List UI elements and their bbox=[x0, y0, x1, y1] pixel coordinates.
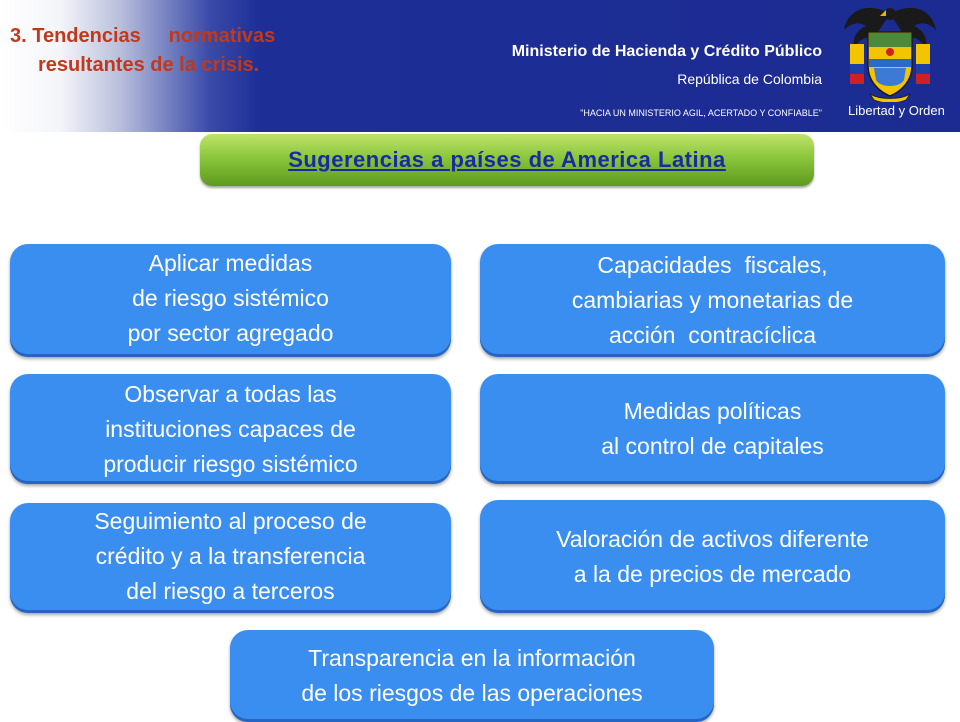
suggestion-line: Aplicar medidas bbox=[148, 250, 313, 276]
suggestion-text-1 bbox=[128, 246, 334, 355]
suggestion-line: acción contracíclica bbox=[608, 322, 817, 348]
suggestion-text-6 bbox=[556, 522, 869, 592]
suggestion-line: Capacidades fiscales, bbox=[597, 252, 828, 278]
suggestion-line: Observar a todas las bbox=[124, 380, 337, 407]
suggestion-line: por sector agregado bbox=[127, 320, 334, 346]
header-banner bbox=[0, 0, 960, 132]
suggestion-line: del riesgo a terceros bbox=[126, 577, 335, 604]
crest-caption: Libertad y Orden bbox=[848, 103, 945, 118]
suggestion-box-4 bbox=[480, 374, 945, 484]
suggestion-box-1 bbox=[10, 244, 451, 357]
suggestion-line: al control de capitales bbox=[601, 433, 824, 459]
slide-title: Sugerencias a países de America Latina bbox=[288, 147, 726, 172]
coat-of-arms-icon bbox=[840, 4, 940, 102]
suggestion-box-3 bbox=[10, 374, 451, 484]
slide-title-banner bbox=[200, 134, 814, 186]
suggestion-box-7 bbox=[230, 630, 714, 722]
suggestion-text-5 bbox=[94, 504, 366, 613]
suggestion-line: Valoración de activos diferente bbox=[556, 525, 869, 552]
suggestion-line: a la de precios de mercado bbox=[573, 560, 852, 587]
ministry-name: Ministerio de Hacienda y Crédito Público bbox=[511, 43, 822, 60]
suggestion-line: Transparencia en la información bbox=[308, 645, 636, 671]
suggestion-line: instituciones capaces de bbox=[105, 415, 356, 442]
section-title-line-2: resultantes de la crisis. bbox=[38, 54, 260, 76]
suggestion-text-2 bbox=[572, 248, 853, 353]
suggestion-text-3 bbox=[103, 377, 357, 482]
suggestion-box-6 bbox=[480, 500, 945, 613]
suggestion-text-7 bbox=[301, 641, 642, 711]
suggestion-line: cambiarias y monetarias de bbox=[571, 287, 854, 313]
suggestion-text-4 bbox=[601, 394, 823, 464]
ministry-motto: "HACIA UN MINISTERIO AGIL, ACERTADO Y CONFIABLE" bbox=[580, 108, 822, 118]
ministry-country: República de Colombia bbox=[677, 71, 822, 87]
suggestion-line: producir riesgo sistémico bbox=[103, 450, 358, 477]
suggestion-line: Seguimiento al proceso de bbox=[94, 507, 367, 534]
suggestion-line: de los riesgos de las operaciones bbox=[301, 680, 643, 706]
section-title-line-1: 3. Tendencias normativas bbox=[10, 25, 276, 47]
section-title bbox=[10, 22, 370, 80]
suggestion-line: Medidas políticas bbox=[623, 398, 802, 424]
suggestion-box-5 bbox=[10, 503, 451, 613]
suggestion-box-2 bbox=[480, 244, 945, 357]
suggestion-line: crédito y a la transferencia bbox=[95, 542, 366, 569]
suggestion-line: de riesgo sistémico bbox=[132, 285, 329, 311]
